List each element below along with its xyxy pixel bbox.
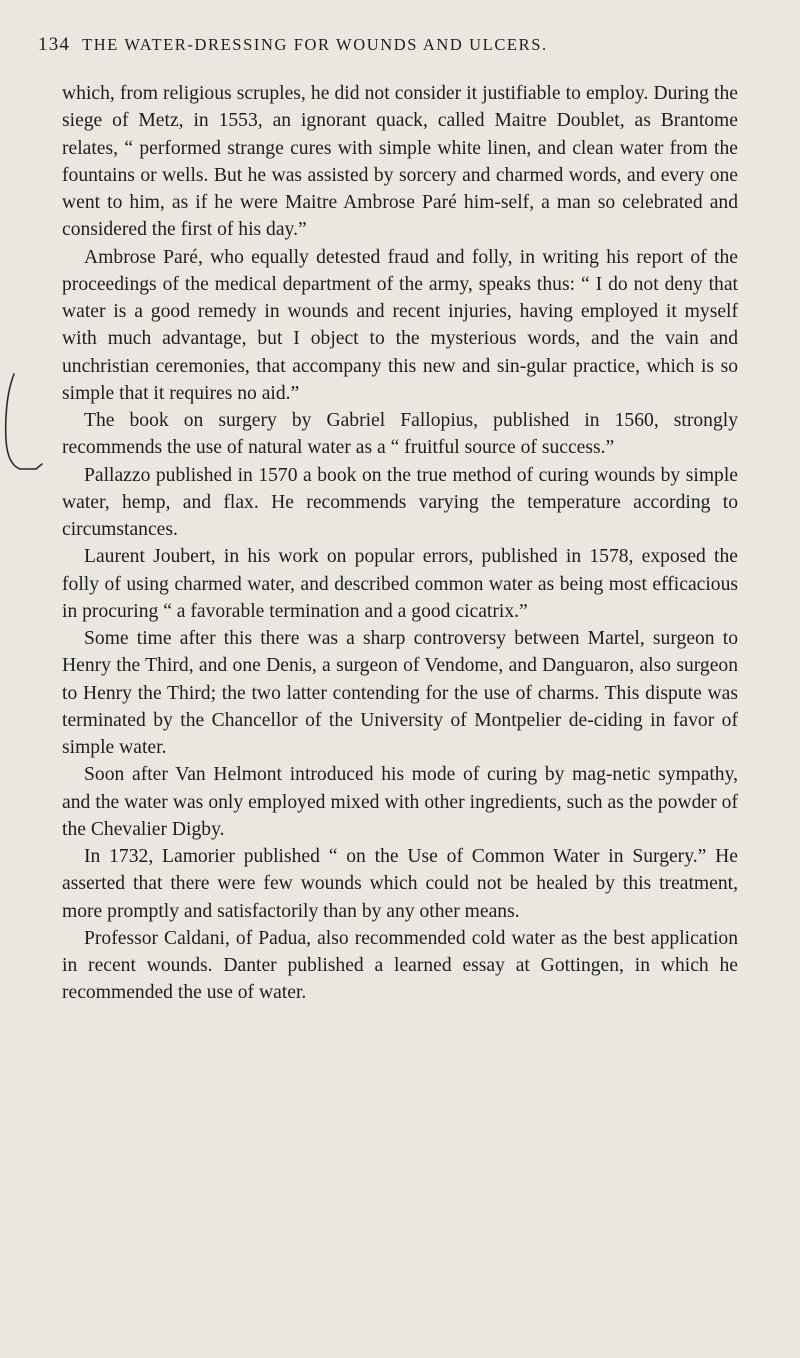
- body-text: [62, 80, 738, 1007]
- paragraph: The book on surgery by Gabriel Fallopius, published in 1560, strongly recommends the use of natural water as a “ fruitful source of success.”: [62, 410, 738, 459]
- paragraph: Ambrose Paré, who equally detested fraud and folly, in writing his report of the proceedings of the medical department of the army, speaks thus: “ I do not deny that water is a good remedy in wounds and recent injuries, having employed it myself with much advantage, but I object to the mysterious words, and the vain and unchristian ceremonies, that accompany this new and sin-gular practice, which is so simple that it requires no aid.”: [62, 246, 738, 404]
- running-title: THE WATER-DRESSING FOR WOUNDS AND ULCERS.: [82, 35, 548, 54]
- paragraph: Pallazzo published in 1570 a book on the true method of curing wounds by simple water, hemp, and flax. He recommends varying the temperature according to circumstances.: [62, 464, 738, 540]
- paragraph: Laurent Joubert, in his work on popular errors, published in 1578, exposed the folly of using charmed water, and described common water as being most efficacious in procuring “ a favorable termination and a good cicatrix.”: [62, 546, 738, 622]
- paragraph: Soon after Van Helmont introduced his mode of curing by mag-netic sympathy, and the water was only employed mixed with other ingredients, such as the powder of the Chevalier Digby.: [62, 764, 738, 840]
- margin-bracket-mark: [2, 372, 62, 472]
- paragraph: In 1732, Lamorier published “ on the Use of Common Water in Surgery.” He asserted that there were few wounds which could not be healed by this treatment, more promptly and satisfactorily than by any other means.: [62, 846, 738, 922]
- paragraph: which, from religious scruples, he did not consider it justifiable to employ. During the siege of Metz, in 1553, an ignorant quack, called Maitre Doublet, as Brantome relates, “ performed strange cures with simple white linen, and clean water from the fountains or wells. But he was assisted by sorcery and charmed words, and every one went to him, as if he were Maitre Ambrose Paré him-self, a man so celebrated and considered the first of his day.”: [62, 83, 738, 241]
- page-header: [38, 34, 548, 56]
- paragraph: Professor Caldani, of Padua, also recommended cold water as the best application in recent wounds. Danter published a learned essay at Gottingen, in which he recommended the use of water.: [62, 927, 738, 1004]
- paragraph: Some time after this there was a sharp controversy between Martel, surgeon to Henry the Third, and one Denis, a surgeon of Vendome, and Danguaron, also surgeon to Henry the Third; the two latter contending for the use of charms. This dispute was terminated by the Chancellor of the University of Montpelier de-ciding in favor of simple water.: [62, 628, 738, 758]
- page-number: 134: [38, 34, 71, 55]
